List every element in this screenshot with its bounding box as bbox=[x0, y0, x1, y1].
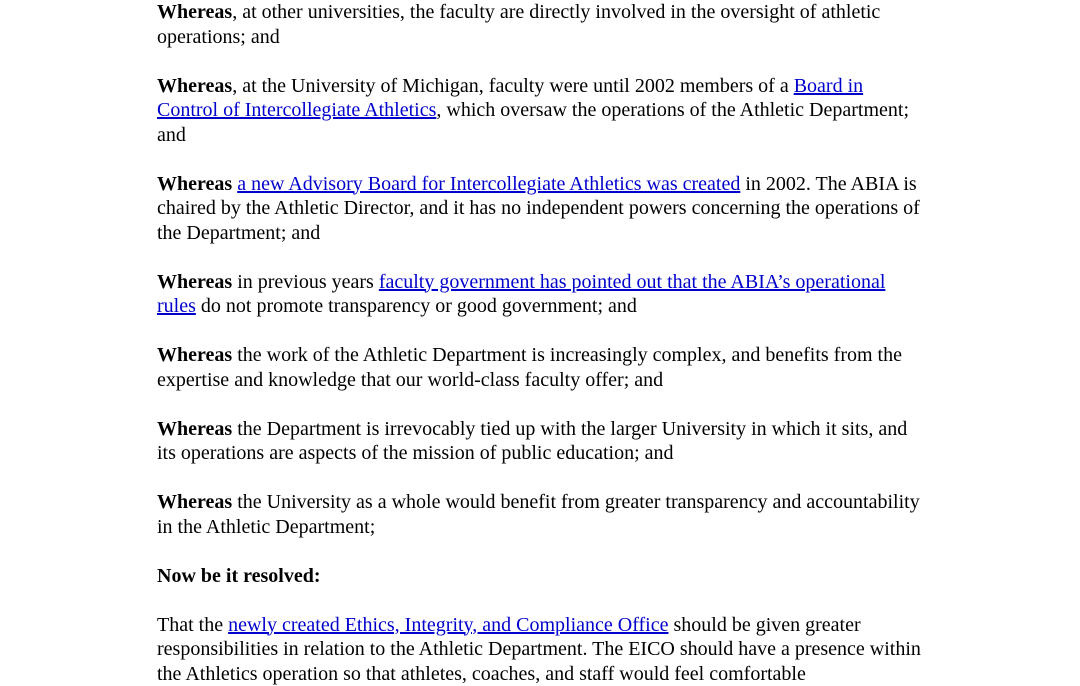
paragraph bbox=[157, 490, 921, 539]
bold-lead-text: Whereas bbox=[157, 75, 232, 97]
paragraph bbox=[157, 0, 921, 49]
faculty-government-rules-link[interactable]: faculty government has pointed out that the ABIA’s operational rules bbox=[157, 271, 885, 318]
bold-lead-text: Whereas bbox=[157, 491, 232, 513]
body-text: That the bbox=[157, 614, 228, 636]
paragraph bbox=[157, 564, 921, 589]
body-text: the work of the Athletic Department is increasingly complex, and benefits from the expertise and knowledge that our world-class faculty offer; and bbox=[157, 344, 902, 391]
body-text: , which oversaw the operations of the Athletic Department; and bbox=[157, 99, 909, 146]
board-in-control-link[interactable]: Board in Control of Intercollegiate Athletics bbox=[157, 75, 863, 122]
paragraph bbox=[157, 417, 921, 466]
bold-lead-text: Whereas bbox=[157, 271, 232, 293]
body-text: should be given greater responsibilities in relation to the Athletic Department. The EICO should have a presence within the Athletics operation so that athletes, coaches, and staff would feel comfortable bbox=[157, 614, 921, 685]
bold-lead-text: Whereas bbox=[157, 1, 232, 23]
body-text: the Department is irrevocably tied up with the larger University in which it sits, and its operations are aspects of the mission of public education; and bbox=[157, 418, 907, 465]
bold-lead-text: Whereas bbox=[157, 173, 232, 195]
body-text: in previous years bbox=[232, 271, 379, 293]
bold-lead-text: Whereas bbox=[157, 418, 232, 440]
eico-link[interactable]: newly created Ethics, Integrity, and Compliance Office bbox=[228, 614, 668, 636]
body-text: , at the University of Michigan, faculty were until 2002 members of a bbox=[232, 75, 794, 97]
body-text: the University as a whole would benefit from greater transparency and accountability in the Athletic Department; bbox=[157, 491, 920, 538]
document-body bbox=[157, 0, 921, 686]
bold-lead-text: Now be it resolved: bbox=[157, 565, 321, 587]
advisory-board-created-link[interactable]: a new Advisory Board for Intercollegiate Athletics was created bbox=[237, 173, 740, 195]
paragraph bbox=[157, 172, 921, 246]
paragraph bbox=[157, 74, 921, 148]
paragraph bbox=[157, 343, 921, 392]
body-text: , at other universities, the faculty are directly involved in the oversight of athletic operations; and bbox=[157, 1, 880, 48]
body-text: do not promote transparency or good government; and bbox=[196, 295, 637, 317]
bold-lead-text: Whereas bbox=[157, 344, 232, 366]
paragraph bbox=[157, 270, 921, 319]
body-text: in 2002. The ABIA is chaired by the Athletic Director, and it has no independent powers concerning the operations of the Department; and bbox=[157, 173, 920, 244]
